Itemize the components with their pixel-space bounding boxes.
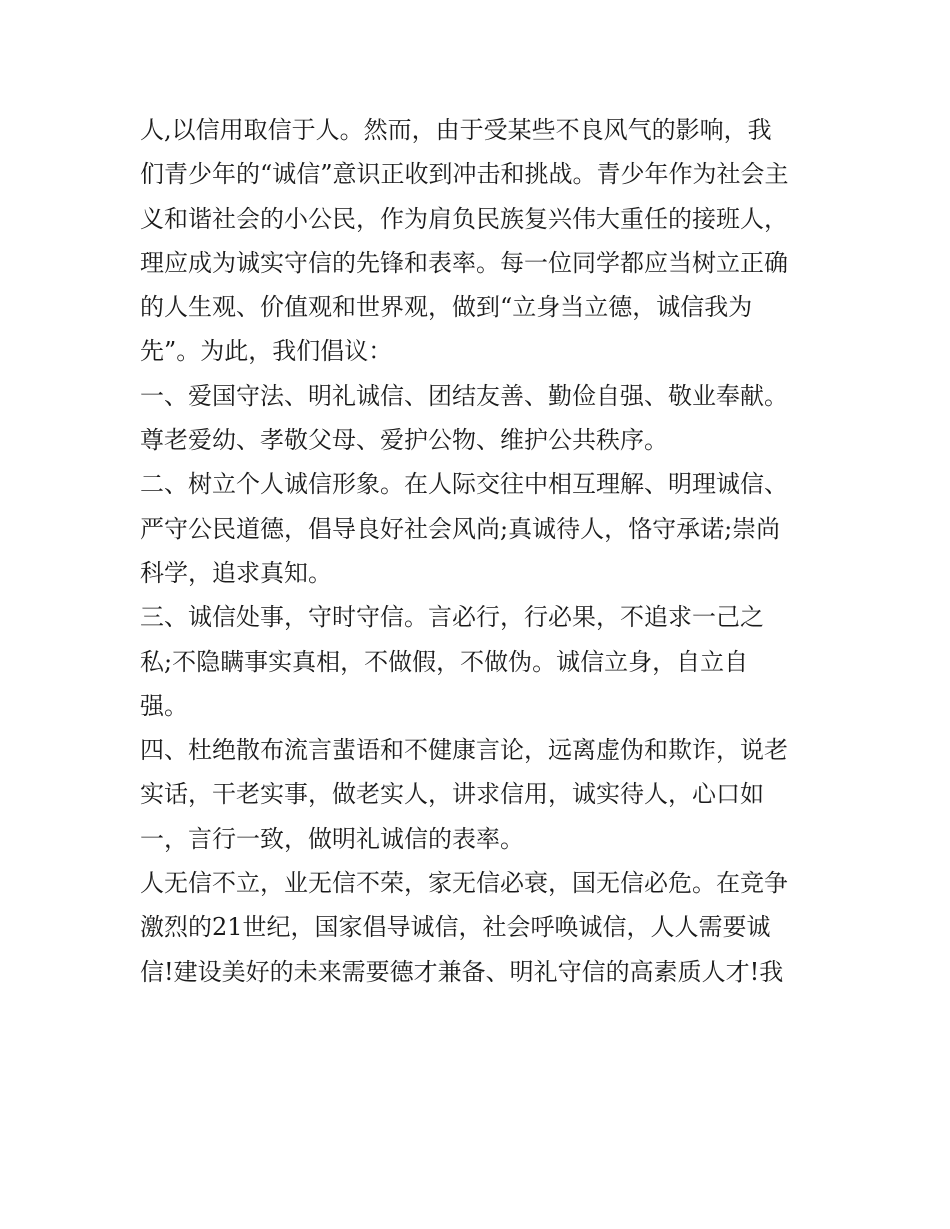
text-line: 强。 bbox=[140, 691, 188, 720]
text-line: 理应成为诚实守信的先锋和表率。每一位同学都应当树立正确 bbox=[140, 248, 788, 277]
text-line: 严守公民道德，倡导良好社会风尚;真诚待人，恪守承诺;崇尚 bbox=[140, 514, 781, 543]
text-line: 三、诚信处事，守时守信。言必行，行必果，不追求一己之 bbox=[140, 603, 764, 632]
text-line: 先”。为此，我们倡议： bbox=[140, 337, 393, 366]
text-line: 一，言行一致，做明礼诚信的表率。 bbox=[140, 824, 524, 853]
document-body bbox=[140, 108, 820, 994]
text-line: 私;不隐瞒事实真相，不做假，不做伪。诚信立身，自立自 bbox=[140, 647, 749, 676]
text-line: 一、爱国守法、明礼诚信、团结友善、勤俭自强、敬业奉献。 bbox=[140, 381, 788, 410]
text-line: 实话，干老实事，做老实人，讲求信用，诚实待人，心口如 bbox=[140, 780, 764, 809]
text-line: 们青少年的“诚信”意识正收到冲击和挑战。青少年作为社会主 bbox=[140, 160, 789, 189]
text-line: 科学，追求真知。 bbox=[140, 558, 332, 587]
text-line: 人,以信用取信于人。然而，由于受某些不良风气的影响，我 bbox=[140, 116, 772, 144]
text-line: 义和谐社会的小公民，作为肩负民族复兴伟大重任的接班人， bbox=[140, 204, 788, 233]
text-line: 的人生观、价值观和世界观，做到“立身当立德，诚信我为 bbox=[140, 293, 753, 322]
text-line: 四、杜绝散布流言蜚语和不健康言论，远离虚伪和欺诈，说老 bbox=[140, 736, 788, 765]
text-line: 激烈的21世纪，国家倡导诚信，社会呼唤诚信，人人需要诚 bbox=[140, 913, 771, 942]
text-line: 信!建设美好的未来需要德才兼备、明礼守信的高素质人才!我 bbox=[140, 957, 784, 986]
text-line: 尊老爱幼、孝敬父母、爱护公物、维护公共秩序。 bbox=[140, 426, 668, 455]
text-line: 人无信不立，业无信不荣，家无信必衰，国无信必危。在竞争 bbox=[140, 869, 788, 898]
text-line: 二、树立个人诚信形象。在人际交往中相互理解、明理诚信、 bbox=[140, 470, 788, 499]
